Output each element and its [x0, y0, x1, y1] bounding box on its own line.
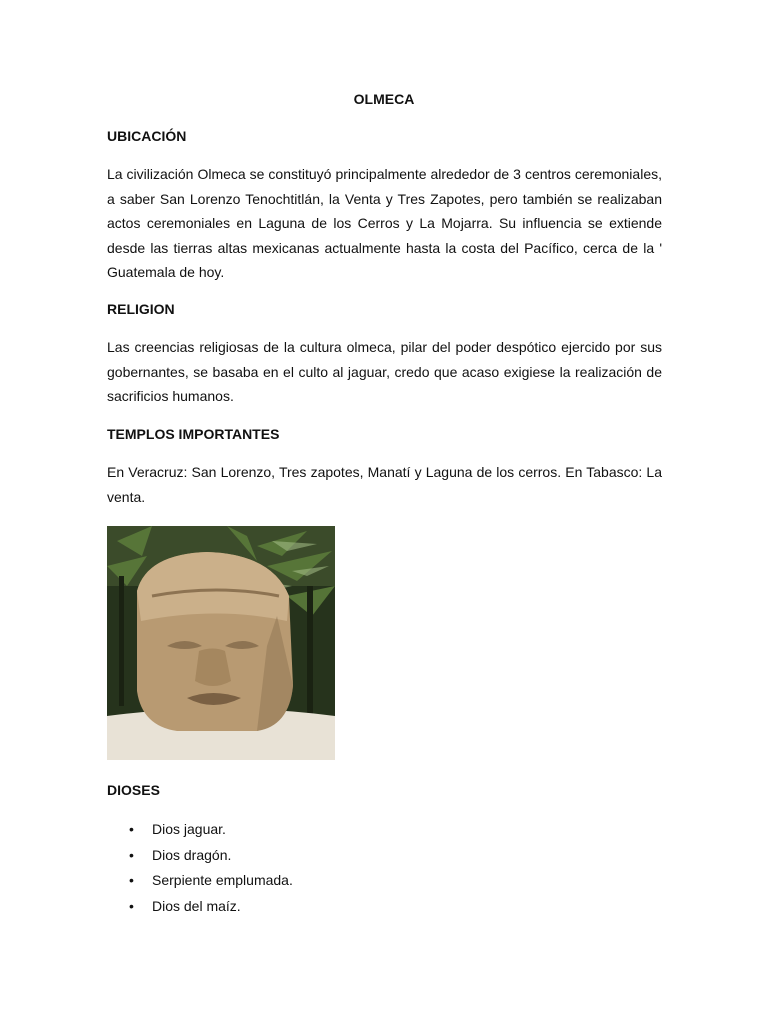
list-item-text: Dios jaguar.: [152, 821, 226, 837]
list-item-text: Serpiente emplumada.: [152, 872, 293, 888]
heading-templos: TEMPLOS IMPORTANTES: [107, 426, 280, 442]
page-title: OLMECA: [353, 91, 415, 107]
bullet: •: [129, 846, 134, 863]
paragraph-ubicacion: La civilización Olmeca se constituyó principalmente alrededor de 3 centros ceremoniales, a saber San Lorenzo Tenochtitlán, la Venta y Tres Zapotes, pero también se realizaban actos ceremoniales en Laguna de los Cerros y La Mojarra. Su influencia se extiende desde las tierras altas mexicanas actualmente hasta la costa del Pacífico, cerca de la ' Guatemala de hoy.: [107, 166, 662, 280]
paragraph-religion: Las creencias religiosas de la cultura olmeca, pilar del poder despótico ejercido por sus gobernantes, se basaba en el culto al jaguar, credo que acaso exigiese la realización de sacrificios humanos.: [107, 339, 662, 404]
heading-religion: RELIGION: [107, 301, 175, 317]
bullet: •: [129, 897, 134, 914]
list-item-text: Dios dragón.: [152, 846, 232, 863]
olmec-head-illustration: [107, 526, 335, 760]
bullet: •: [129, 821, 134, 837]
olmec-head-photo: [107, 526, 335, 760]
bullet: •: [129, 872, 134, 888]
heading-dioses: DIOSES: [107, 782, 160, 798]
list-item-text: Dios del maíz.: [152, 897, 241, 914]
paragraph-templos: En Veracruz: San Lorenzo, Tres zapotes, Manatí y Laguna de los cerros. En Tabasco: La venta.: [107, 464, 662, 505]
heading-ubicacion: UBICACIÓN: [107, 128, 187, 144]
